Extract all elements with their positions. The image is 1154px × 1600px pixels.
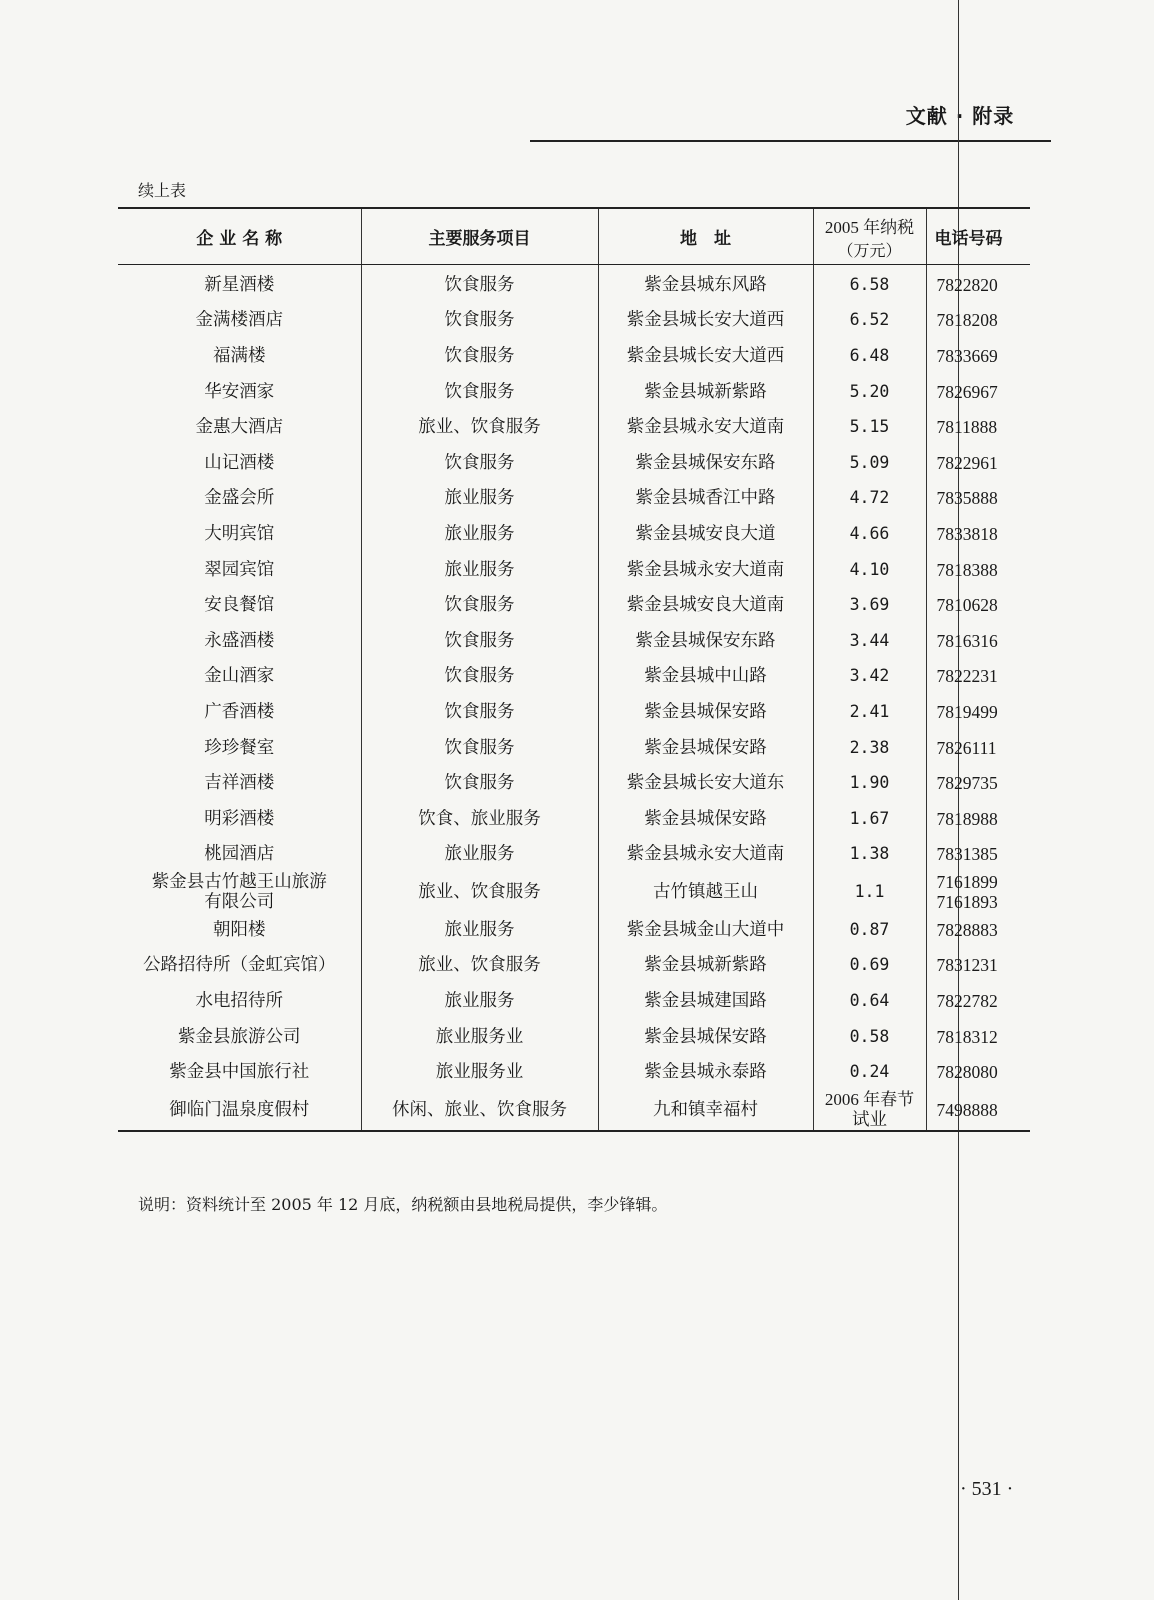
header-rule: [530, 140, 1051, 142]
cell-tax: 5.09: [813, 445, 926, 481]
cell-name: 大明宾馆: [204, 523, 275, 544]
cell-address: 紫金县城长安大道西: [598, 338, 813, 374]
cell-service: 饮食服务: [361, 694, 598, 730]
cell-phone: 7831231: [926, 948, 1030, 984]
cell-address: 紫金县城香江中路: [598, 481, 813, 517]
cell-phone: 7828080: [926, 1054, 1030, 1090]
cell-address: 紫金县城保安路: [598, 1019, 813, 1055]
table-row: [118, 872, 1030, 912]
cell-phone: 7818388: [926, 552, 1030, 588]
cell-service: 旅业、饮食服务: [361, 948, 598, 984]
cell-address: 九和镇幸福村: [598, 1090, 813, 1131]
table-row: [118, 338, 1030, 374]
column-header-service: 主要服务项目: [361, 208, 598, 265]
cell-name: 御临门温泉度假村: [118, 1090, 361, 1131]
column-header-phone: 电话号码: [926, 208, 1030, 265]
cell-service: 饮食服务: [361, 374, 598, 410]
cell-phone: 7810628: [926, 587, 1030, 623]
cell-name: 山记酒楼: [204, 452, 275, 473]
cell-phone: 7816316: [926, 623, 1030, 659]
cell-service: 旅业服务: [361, 837, 598, 873]
cell-address: 紫金县城东风路: [598, 265, 813, 303]
cell-service: 旅业、饮食服务: [361, 872, 598, 912]
cell-tax: 3.44: [813, 623, 926, 659]
cell-service: 旅业服务业: [361, 1019, 598, 1055]
cell-address: 紫金县城长安大道西: [598, 303, 813, 339]
cell-address: 紫金县城安良大道南: [598, 587, 813, 623]
cell-tax: 0.64: [813, 983, 926, 1019]
column-header-tax-line1: 2005 年纳税: [824, 217, 915, 237]
cell-name: 金惠大酒店: [195, 417, 283, 438]
section-title: 文献 · 附录: [905, 104, 1015, 128]
cell-name: 新星酒楼: [204, 274, 275, 295]
cell-tax: 0.58: [813, 1019, 926, 1055]
cell-phone: 7819499: [926, 694, 1030, 730]
table-row: [118, 801, 1030, 837]
table-row: [118, 623, 1030, 659]
cell-address: 紫金县城永安大道南: [598, 409, 813, 445]
cell-address: 紫金县城建国路: [598, 983, 813, 1019]
cell-phone: 7822231: [926, 659, 1030, 695]
cell-name: 明彩酒楼: [204, 808, 275, 829]
cell-phone: 7829735: [926, 765, 1030, 801]
cell-name: 朝阳楼: [213, 919, 266, 940]
cell-service: 饮食服务: [361, 623, 598, 659]
cell-address: 紫金县城新紫路: [598, 374, 813, 410]
cell-address: 紫金县城永安大道南: [598, 552, 813, 588]
cell-name: 金山酒家: [204, 666, 275, 687]
cell-address: 紫金县城保安东路: [598, 623, 813, 659]
cell-tax: 6.52: [813, 303, 926, 339]
cell-tax: 3.42: [813, 659, 926, 695]
cell-service: 饮食服务: [361, 730, 598, 766]
table-row: [118, 765, 1030, 801]
cell-address: 紫金县城中山路: [598, 659, 813, 695]
cell-service: 饮食服务: [361, 659, 598, 695]
cell-phone-line1: 7161899: [936, 872, 998, 893]
cell-address: 紫金县城安良大道: [598, 516, 813, 552]
cell-service: 旅业服务: [361, 912, 598, 948]
cell-name: 金满楼酒店: [195, 310, 283, 331]
cell-name: 福满楼: [213, 345, 266, 366]
cell-tax: 4.72: [813, 481, 926, 517]
cell-address: 紫金县城保安东路: [598, 445, 813, 481]
cell-service: 旅业服务: [361, 481, 598, 517]
cell-tax: 3.69: [813, 587, 926, 623]
cell-address: 紫金县城金山大道中: [598, 912, 813, 948]
cell-phone: 7833669: [926, 338, 1030, 374]
cell-name-line2: 有限公司: [204, 892, 275, 913]
cell-phone: 7826967: [926, 374, 1030, 410]
cell-tax: 6.58: [813, 265, 926, 303]
column-header-tax: [813, 208, 926, 265]
cell-name: 紫金县旅游公司: [178, 1026, 301, 1047]
cell-address: 紫金县城新紫路: [598, 948, 813, 984]
cell-phone: 7833818: [926, 516, 1030, 552]
enterprise-table: [118, 207, 1030, 1132]
cell-address: 紫金县城永安大道南: [598, 837, 813, 873]
cell-tax: 1.90: [813, 765, 926, 801]
cell-tax: 5.15: [813, 409, 926, 445]
cell-address: 紫金县城保安路: [598, 801, 813, 837]
table-row: [118, 516, 1030, 552]
table-row: [118, 303, 1030, 339]
cell-phone: 7828883: [926, 912, 1030, 948]
cell-service: 旅业服务业: [361, 1054, 598, 1090]
cell-phone: 7822820: [926, 265, 1030, 303]
cell-service: 饮食服务: [361, 765, 598, 801]
cell-name: 金盛会所: [204, 488, 275, 509]
cell-name: 桃园酒店: [204, 844, 275, 865]
table-row: [118, 445, 1030, 481]
cell-service: 旅业、饮食服务: [361, 409, 598, 445]
table-row: [118, 409, 1030, 445]
cell-phone: 7811888: [926, 409, 1030, 445]
column-header-name: 企 业 名 称: [118, 208, 361, 265]
cell-service: 饮食、旅业服务: [361, 801, 598, 837]
cell-service: 饮食服务: [361, 587, 598, 623]
cell-service: 旅业服务: [361, 516, 598, 552]
cell-phone: 7498888: [926, 1090, 1030, 1131]
cell-tax: 0.69: [813, 948, 926, 984]
cell-tax: 1.1: [813, 872, 926, 912]
cell-tax: 1.67: [813, 801, 926, 837]
cell-phone: 7831385: [926, 837, 1030, 873]
cell-tax: 2.38: [813, 730, 926, 766]
cell-name: [118, 872, 361, 912]
cell-address: 紫金县城长安大道东: [598, 765, 813, 801]
continued-label: 续上表: [138, 181, 187, 200]
table-row: [118, 983, 1030, 1019]
cell-phone: 7826111: [926, 730, 1030, 766]
cell-phone: 7822961: [926, 445, 1030, 481]
table-row: [118, 837, 1030, 873]
cell-tax: 4.66: [813, 516, 926, 552]
table-row: [118, 948, 1030, 984]
table-row: [118, 694, 1030, 730]
table-row: [118, 481, 1030, 517]
cell-tax: 0.87: [813, 912, 926, 948]
cell-name: 公路招待所（金虹宾馆）: [143, 955, 336, 976]
cell-service: 饮食服务: [361, 445, 598, 481]
cell-name: 紫金县中国旅行社: [169, 1062, 310, 1083]
cell-tax: 6.48: [813, 338, 926, 374]
table-row: [118, 265, 1030, 303]
cell-name: 翠园宾馆: [204, 559, 275, 580]
cell-name: 永盛酒楼: [204, 630, 275, 651]
table-row: [118, 587, 1030, 623]
page-number: · 531 ·: [960, 1478, 1014, 1500]
cell-tax: [813, 1090, 926, 1131]
cell-phone: 7822782: [926, 983, 1030, 1019]
cell-tax: 0.24: [813, 1054, 926, 1090]
cell-service: 旅业服务: [361, 983, 598, 1019]
cell-name: 吉祥酒楼: [204, 773, 275, 794]
table-row: [118, 659, 1030, 695]
cell-name: 安良餐馆: [204, 595, 275, 616]
cell-tax: 1.38: [813, 837, 926, 873]
cell-tax: 2.41: [813, 694, 926, 730]
cell-name: 华安酒家: [204, 381, 275, 402]
cell-service: 休闲、旅业、饮食服务: [361, 1090, 598, 1131]
cell-phone: 7835888: [926, 481, 1030, 517]
cell-service: 旅业服务: [361, 552, 598, 588]
cell-tax: 5.20: [813, 374, 926, 410]
cell-name: 广香酒楼: [204, 701, 275, 722]
table-row: [118, 912, 1030, 948]
cell-name: 珍珍餐室: [204, 737, 275, 758]
cell-service: 饮食服务: [361, 303, 598, 339]
cell-phone: 7818988: [926, 801, 1030, 837]
cell-phone-line2: 7161893: [936, 892, 998, 913]
cell-service: 饮食服务: [361, 265, 598, 303]
cell-tax-line1: 2006 年春节: [824, 1090, 915, 1110]
cell-address: 紫金县城保安路: [598, 694, 813, 730]
cell-phone: 7818208: [926, 303, 1030, 339]
cell-phone: 7818312: [926, 1019, 1030, 1055]
cell-tax-line2: 试业: [852, 1110, 887, 1131]
table-row: [118, 374, 1030, 410]
table-header-row: [118, 208, 1030, 265]
table-row: [118, 552, 1030, 588]
column-header-tax-line2: （万元）: [837, 240, 902, 260]
cell-service: 饮食服务: [361, 338, 598, 374]
cell-tax: 4.10: [813, 552, 926, 588]
cell-name: 水电招待所: [195, 991, 283, 1012]
table-note: 说明：资料统计至 2005 年 12 月底，纳税额由县地税局提供，李少锋辑。: [138, 1195, 668, 1214]
table-row: [118, 1090, 1030, 1131]
cell-address: 紫金县城保安路: [598, 730, 813, 766]
cell-address: 古竹镇越王山: [598, 872, 813, 912]
table-row: [118, 1054, 1030, 1090]
table-row: [118, 730, 1030, 766]
column-header-address: 地 址: [598, 208, 813, 265]
cell-name-line1: 紫金县古竹越王山旅游: [151, 872, 327, 893]
table-row: [118, 1019, 1030, 1055]
cell-phone: [926, 872, 1030, 912]
cell-address: 紫金县城永泰路: [598, 1054, 813, 1090]
